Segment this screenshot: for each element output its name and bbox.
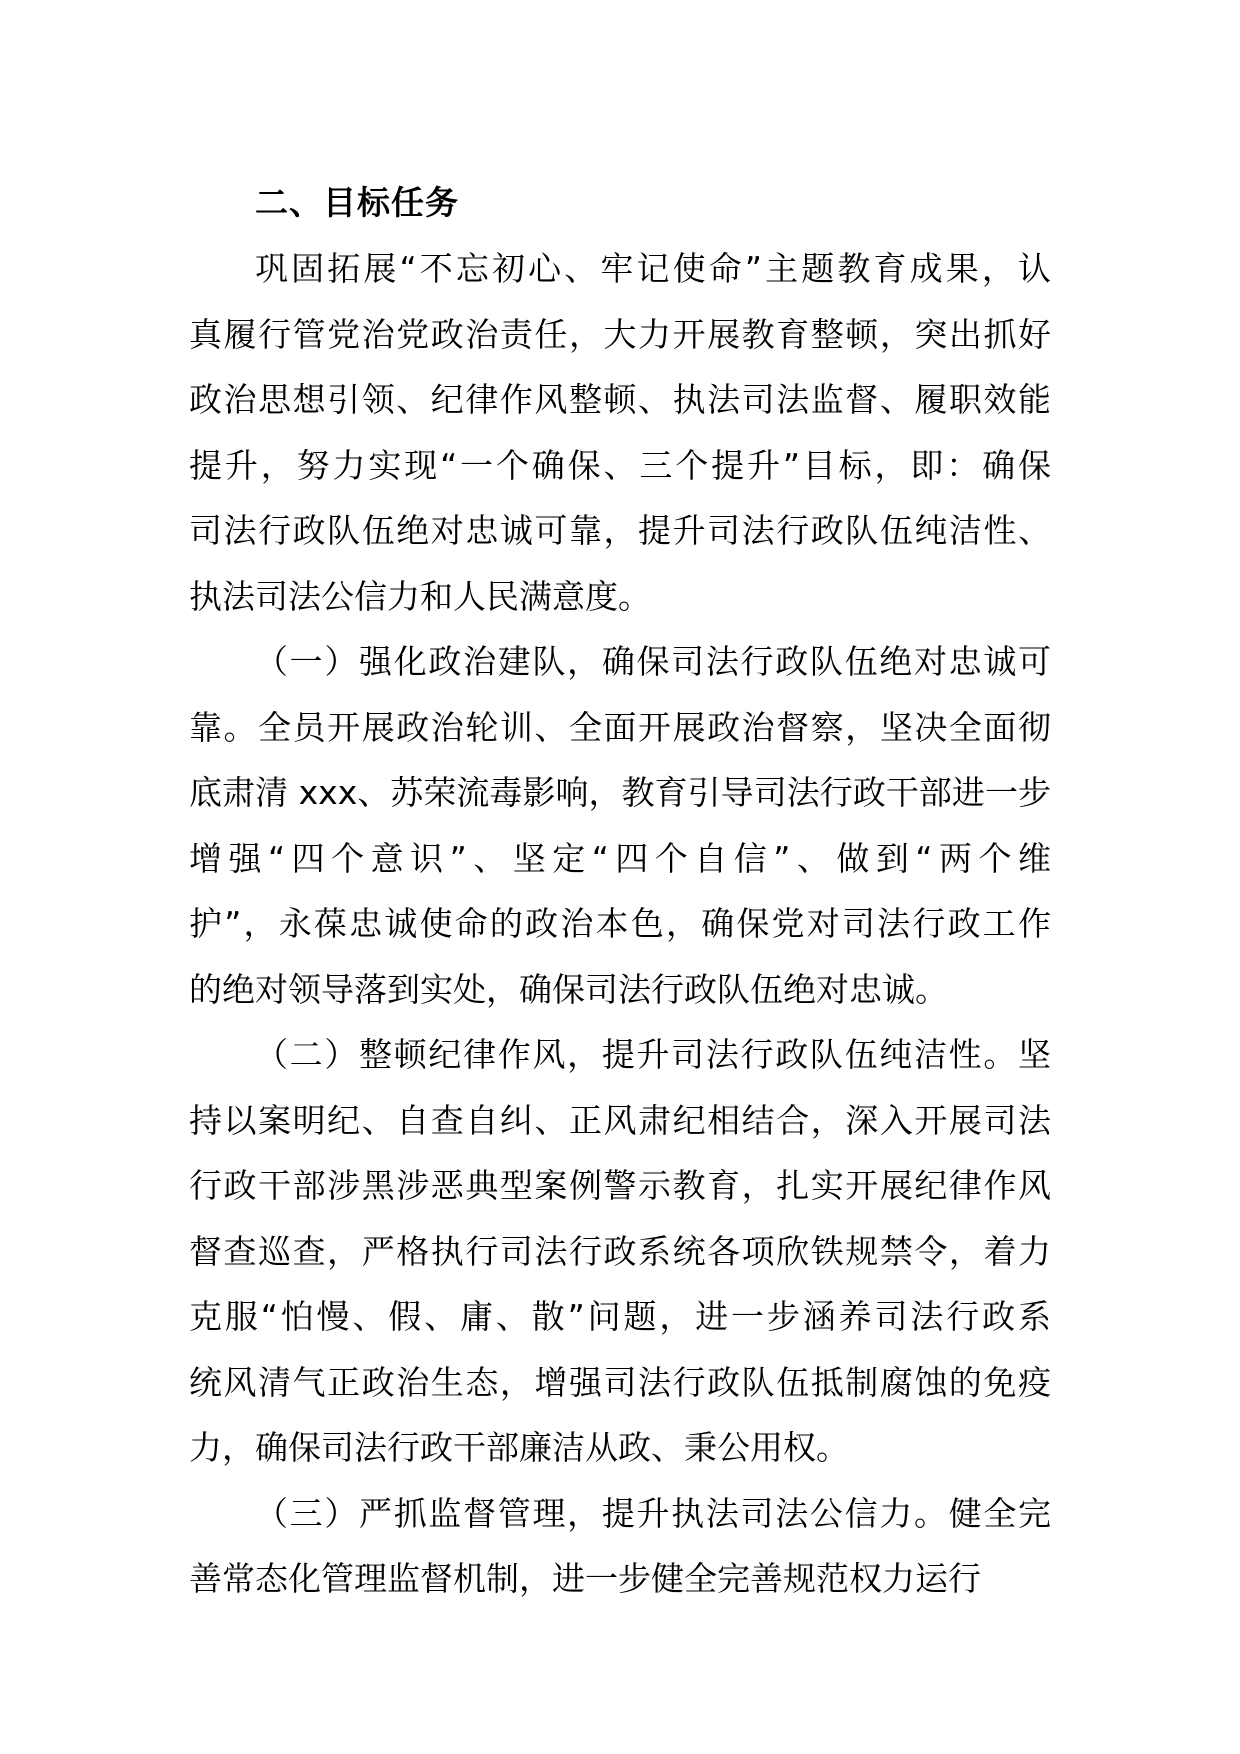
- body-paragraph: [189, 236, 1051, 629]
- paragraph-line: （二）整顿纪律作风，提升司法行政队伍纯洁性。坚: [255, 1035, 1051, 1074]
- paragraph-line: 执法司法公信力和人民满意度。: [189, 576, 651, 616]
- paragraph-line: 督查巡查，严格执行司法行政系统各项欣铁规禁令，着力: [189, 1231, 1051, 1271]
- paragraph-line: 政治思想引领、纪律作风整顿、执法司法监督、履职效能: [189, 380, 1051, 419]
- section-heading: 二、目标任务: [255, 183, 459, 222]
- paragraph-line: （一）强化政治建队，确保司法行政队伍绝对忠诚可: [255, 642, 1051, 681]
- paragraph-line: 行政干部涉黑涉恶典型案例警示教育，扎实开展纪律作风: [189, 1166, 1051, 1205]
- paragraph-line: 持以案明纪、自查自纠、正风肃纪相结合，深入开展司法: [189, 1100, 1051, 1140]
- paragraph-line: 底肃清 xxx、苏荣流毒影响，教育引导司法行政干部进一步: [189, 773, 1051, 812]
- paragraph-line: 增强“四个意识”、坚定“四个自信”、做到“两个维: [189, 838, 1051, 878]
- body-paragraph: [189, 1481, 1051, 1612]
- paragraph-line: 统风清气正政治生态，增强司法行政队伍抵制腐蚀的免疫: [189, 1362, 1051, 1402]
- paragraph-container: [189, 236, 1051, 1612]
- body-paragraph: [189, 1022, 1051, 1481]
- document-body: [189, 170, 1051, 1612]
- paragraph-line: 司法行政队伍绝对忠诚可靠，提升司法行政队伍纯洁性、: [189, 511, 1051, 550]
- paragraph-line: 善常态化管理监督机制，进一步健全完善规范权力运行: [189, 1559, 981, 1598]
- paragraph-line: 真履行管党治党政治责任，大力开展教育整顿，突出抓好: [189, 314, 1051, 354]
- paragraph-line: 靠。全员开展政治轮训、全面开展政治督察，坚决全面彻: [189, 707, 1051, 747]
- paragraph-line: 巩固拓展“不忘初心、牢记使命”主题教育成果，认: [255, 249, 1051, 288]
- paragraph-line: 护”，永葆忠诚使命的政治本色，确保党对司法行政工作: [189, 904, 1051, 943]
- paragraph-line: 提升，努力实现“一个确保、三个提升”目标，即：确保: [189, 445, 1051, 485]
- paragraph-line: 的绝对领导落到实处，确保司法行政队伍绝对忠诚。: [189, 969, 948, 1009]
- body-paragraph: [189, 629, 1051, 1022]
- paragraph-line: 力，确保司法行政干部廉洁从政、秉公用权。: [189, 1428, 849, 1467]
- paragraph-line: 克服“怕慢、假、庸、散”问题，进一步涵养司法行政系: [189, 1297, 1051, 1336]
- paragraph-line: （三）严抓监督管理，提升执法司法公信力。健全完: [255, 1493, 1051, 1533]
